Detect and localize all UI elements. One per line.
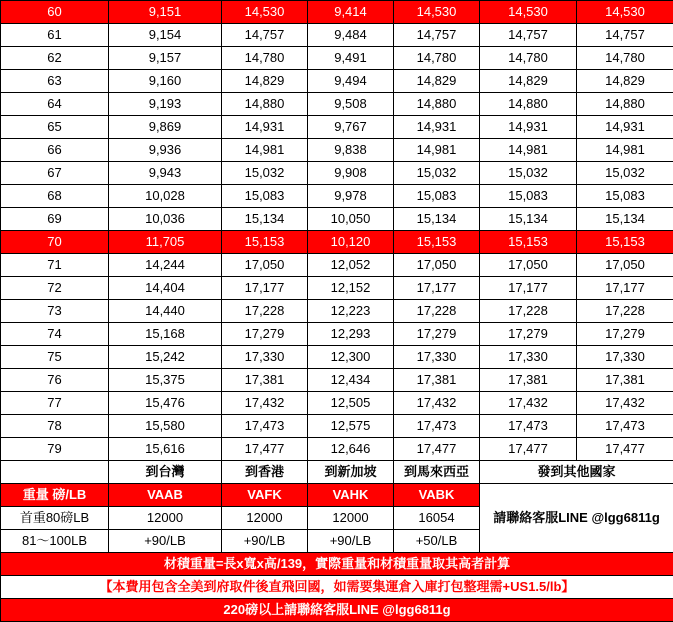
price-cell: 17,381 [577, 369, 673, 392]
price-cell: 17,477 [222, 438, 308, 461]
weight-cell: 61 [1, 24, 109, 47]
table-row [1, 415, 673, 438]
price-cell: 15,032 [480, 162, 577, 185]
price-cell: 9,936 [109, 139, 222, 162]
price-cell: 17,279 [480, 323, 577, 346]
price-cell: 14,404 [109, 277, 222, 300]
price-cell: 17,279 [394, 323, 480, 346]
fee-note: 【本費用包含全美到府取件後直飛回國，如需要集運倉入庫打包整理需+US1.5/lb】 [1, 576, 673, 599]
weight-cell: 75 [1, 346, 109, 369]
price-cell: 9,193 [109, 93, 222, 116]
first-weight-label: 首重80磅LB [1, 507, 109, 530]
price-cell: 14,757 [577, 24, 673, 47]
price-cell: 15,153 [480, 231, 577, 254]
weight-cell: 60 [1, 1, 109, 24]
price-cell: 17,177 [577, 277, 673, 300]
price-cell: 17,177 [480, 277, 577, 300]
price-cell: 9,491 [308, 47, 394, 70]
price-cell: 15,476 [109, 392, 222, 415]
price-cell: 14,829 [394, 70, 480, 93]
price-cell: 15,168 [109, 323, 222, 346]
extra-weight-label: 81～100LB [1, 530, 109, 553]
dest-other: 發到其他國家 [480, 461, 673, 484]
table-row [1, 139, 673, 162]
dest-malaysia: 到馬來西亞 [394, 461, 480, 484]
price-cell: 14,829 [222, 70, 308, 93]
table-row [1, 277, 673, 300]
price-cell: 9,767 [308, 116, 394, 139]
price-cell: 12,052 [308, 254, 394, 277]
table-row [1, 254, 673, 277]
price-cell: 14,981 [394, 139, 480, 162]
price-cell: 12,434 [308, 369, 394, 392]
price-cell: 17,381 [480, 369, 577, 392]
weight-cell: 72 [1, 277, 109, 300]
table-row [1, 323, 673, 346]
price-cell: 17,279 [222, 323, 308, 346]
price-cell: 17,473 [577, 415, 673, 438]
price-cell: 17,432 [222, 392, 308, 415]
price-cell: 9,908 [308, 162, 394, 185]
rate-rows [1, 1, 673, 461]
table-row [1, 93, 673, 116]
weight-cell: 77 [1, 392, 109, 415]
price-cell: 12,152 [308, 277, 394, 300]
price-cell: 17,330 [480, 346, 577, 369]
price-cell: 17,473 [394, 415, 480, 438]
price-cell: 9,978 [308, 185, 394, 208]
price-cell: 14,981 [222, 139, 308, 162]
price-cell: 15,153 [577, 231, 673, 254]
price-cell: 14,780 [222, 47, 308, 70]
first-weight-malaysia: 16054 [394, 507, 480, 530]
contact-cell: 請聯絡客服LINE @lgg6811g [480, 484, 673, 553]
table-row [1, 185, 673, 208]
price-cell: 11,705 [109, 231, 222, 254]
price-cell: 14,780 [394, 47, 480, 70]
price-cell: 14,829 [577, 70, 673, 93]
price-cell: 17,279 [577, 323, 673, 346]
price-cell: 15,153 [394, 231, 480, 254]
table-row [1, 47, 673, 70]
price-cell: 17,228 [394, 300, 480, 323]
extra-weight-singapore: +90/LB [308, 530, 394, 553]
weight-cell: 76 [1, 369, 109, 392]
price-cell: 14,829 [480, 70, 577, 93]
code-vabk: VABK [394, 484, 480, 507]
table-row [1, 116, 673, 139]
price-cell: 15,134 [394, 208, 480, 231]
price-cell: 9,508 [308, 93, 394, 116]
extra-weight-taiwan: +90/LB [109, 530, 222, 553]
price-cell: 15,134 [577, 208, 673, 231]
weight-cell: 73 [1, 300, 109, 323]
dest-singapore: 到新加坡 [308, 461, 394, 484]
price-cell: 10,120 [308, 231, 394, 254]
price-cell: 17,050 [577, 254, 673, 277]
weight-cell: 79 [1, 438, 109, 461]
weight-cell: 65 [1, 116, 109, 139]
weight-cell: 74 [1, 323, 109, 346]
price-cell: 14,530 [394, 1, 480, 24]
price-cell: 15,375 [109, 369, 222, 392]
price-cell: 17,381 [222, 369, 308, 392]
extra-weight-hongkong: +90/LB [222, 530, 308, 553]
price-cell: 17,330 [577, 346, 673, 369]
price-cell: 14,780 [480, 47, 577, 70]
price-cell: 17,330 [394, 346, 480, 369]
price-cell: 9,838 [308, 139, 394, 162]
price-cell: 15,242 [109, 346, 222, 369]
price-cell: 9,943 [109, 162, 222, 185]
price-cell: 14,880 [480, 93, 577, 116]
table-row [1, 1, 673, 24]
table-row [1, 369, 673, 392]
price-cell: 14,530 [480, 1, 577, 24]
price-cell: 17,330 [222, 346, 308, 369]
price-cell: 15,134 [222, 208, 308, 231]
first-weight-taiwan: 12000 [109, 507, 222, 530]
price-cell: 14,757 [480, 24, 577, 47]
first-weight-hongkong: 12000 [222, 507, 308, 530]
price-cell: 9,414 [308, 1, 394, 24]
price-cell: 9,160 [109, 70, 222, 93]
price-cell: 15,134 [480, 208, 577, 231]
price-cell: 15,153 [222, 231, 308, 254]
price-cell: 17,473 [222, 415, 308, 438]
price-cell: 15,083 [394, 185, 480, 208]
table-row [1, 438, 673, 461]
weight-cell: 67 [1, 162, 109, 185]
price-cell: 14,880 [222, 93, 308, 116]
table-row [1, 24, 673, 47]
price-cell: 17,477 [394, 438, 480, 461]
table-row [1, 346, 673, 369]
summary-section [1, 461, 673, 622]
price-cell: 12,505 [308, 392, 394, 415]
price-cell: 12,575 [308, 415, 394, 438]
price-cell: 9,494 [308, 70, 394, 93]
weight-cell: 66 [1, 139, 109, 162]
price-cell: 15,032 [394, 162, 480, 185]
price-cell: 17,381 [394, 369, 480, 392]
price-cell: 14,880 [577, 93, 673, 116]
weight-cell: 70 [1, 231, 109, 254]
price-cell: 17,477 [480, 438, 577, 461]
dest-hongkong: 到香港 [222, 461, 308, 484]
price-cell: 17,050 [394, 254, 480, 277]
price-cell: 17,432 [394, 392, 480, 415]
table-row [1, 162, 673, 185]
price-cell: 14,981 [480, 139, 577, 162]
price-cell: 14,981 [577, 139, 673, 162]
price-cell: 14,780 [577, 47, 673, 70]
price-cell: 14,880 [394, 93, 480, 116]
price-cell: 12,646 [308, 438, 394, 461]
price-cell: 10,028 [109, 185, 222, 208]
price-cell: 9,484 [308, 24, 394, 47]
price-cell: 17,477 [577, 438, 673, 461]
price-cell: 9,151 [109, 1, 222, 24]
price-cell: 9,869 [109, 116, 222, 139]
code-vahk: VAHK [308, 484, 394, 507]
price-cell: 15,580 [109, 415, 222, 438]
price-cell: 15,083 [480, 185, 577, 208]
price-cell: 12,223 [308, 300, 394, 323]
table-row [1, 208, 673, 231]
price-cell: 17,432 [577, 392, 673, 415]
price-cell: 14,931 [577, 116, 673, 139]
price-cell: 14,757 [394, 24, 480, 47]
price-cell: 17,050 [222, 254, 308, 277]
weight-cell: 78 [1, 415, 109, 438]
weight-label: 重量 磅/LB [1, 484, 109, 507]
price-cell: 15,032 [222, 162, 308, 185]
price-cell: 9,157 [109, 47, 222, 70]
first-weight-singapore: 12000 [308, 507, 394, 530]
price-cell: 14,757 [222, 24, 308, 47]
extra-weight-malaysia: +50/LB [394, 530, 480, 553]
price-cell: 14,244 [109, 254, 222, 277]
price-cell: 17,432 [480, 392, 577, 415]
table-row [1, 231, 673, 254]
weight-cell: 71 [1, 254, 109, 277]
price-cell: 14,440 [109, 300, 222, 323]
formula-note: 材積重量=長x寬x高/139，實際重量和材積重量取其高者計算 [1, 553, 673, 576]
price-cell: 14,931 [222, 116, 308, 139]
weight-cell: 62 [1, 47, 109, 70]
weight-cell: 68 [1, 185, 109, 208]
price-cell: 10,036 [109, 208, 222, 231]
price-cell: 17,228 [222, 300, 308, 323]
table-row [1, 300, 673, 323]
price-cell: 14,530 [222, 1, 308, 24]
table-row [1, 70, 673, 93]
over-weight-note: 220磅以上請聯絡客服LINE @lgg6811g [1, 599, 673, 622]
price-cell: 17,228 [480, 300, 577, 323]
price-cell: 15,083 [222, 185, 308, 208]
price-cell: 9,154 [109, 24, 222, 47]
price-cell: 14,931 [480, 116, 577, 139]
weight-cell: 63 [1, 70, 109, 93]
price-cell: 17,177 [222, 277, 308, 300]
price-cell: 15,083 [577, 185, 673, 208]
price-cell: 17,228 [577, 300, 673, 323]
code-vafk: VAFK [222, 484, 308, 507]
dest-taiwan: 到台灣 [109, 461, 222, 484]
price-cell: 10,050 [308, 208, 394, 231]
table-row [1, 392, 673, 415]
price-cell: 17,177 [394, 277, 480, 300]
price-cell: 12,293 [308, 323, 394, 346]
price-cell: 15,616 [109, 438, 222, 461]
code-vaab: VAAB [109, 484, 222, 507]
price-cell: 15,032 [577, 162, 673, 185]
weight-cell: 64 [1, 93, 109, 116]
weight-cell: 69 [1, 208, 109, 231]
price-cell: 17,473 [480, 415, 577, 438]
price-cell: 14,530 [577, 1, 673, 24]
price-cell: 14,931 [394, 116, 480, 139]
price-cell: 12,300 [308, 346, 394, 369]
blank-cell [1, 461, 109, 484]
price-cell: 17,050 [480, 254, 577, 277]
